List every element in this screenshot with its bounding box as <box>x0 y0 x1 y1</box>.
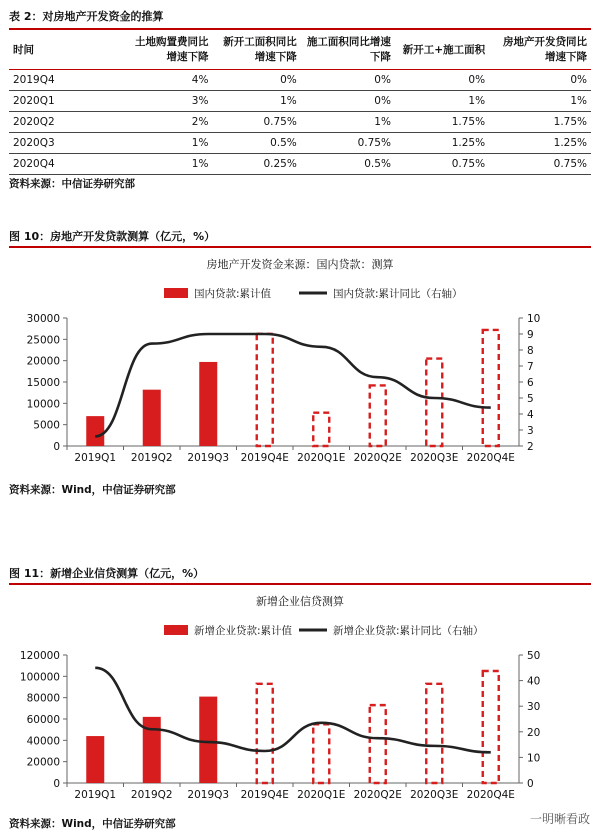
y2-tick-label: 5 <box>527 393 534 405</box>
table-cell: 0% <box>301 70 395 91</box>
x-tick-label: 2019Q3 <box>187 789 230 801</box>
y-tick-label: 5000 <box>33 419 60 432</box>
bar-estimated <box>483 330 499 446</box>
table-cell: 0.5% <box>301 154 395 175</box>
x-tick-label: 2020Q2E <box>353 789 402 801</box>
y2-tick-label: 8 <box>527 345 534 357</box>
x-tick-label: 2020Q2E <box>353 452 402 464</box>
bar <box>199 697 217 783</box>
fig11-chart <box>9 587 591 809</box>
x-tick-label: 2020Q4E <box>466 452 515 464</box>
y-tick-label: 120000 <box>19 650 60 662</box>
table-cell: 0.75% <box>212 112 300 133</box>
chart-svg <box>9 587 591 809</box>
bar-estimated <box>483 671 499 783</box>
bar-estimated <box>257 684 273 783</box>
table-cell: 0% <box>212 70 300 91</box>
table-cell: 0.75% <box>395 154 489 175</box>
table-row <box>9 112 591 133</box>
table-cell: 1% <box>125 154 213 175</box>
fig10-chart <box>9 250 591 472</box>
header-cell: 施工面积同比增速下降 <box>301 31 395 70</box>
table-cell: 4% <box>125 70 213 91</box>
fig10-source: 资料来源：Wind，中信证券研究部 <box>9 484 176 496</box>
table-cell: 1% <box>125 133 213 154</box>
bar-estimated <box>313 724 329 783</box>
y-tick-label: 0 <box>53 778 60 790</box>
y-tick-label: 10000 <box>26 398 60 411</box>
fig10-caption: 图 10：房地产开发贷款测算（亿元，%） <box>9 230 216 243</box>
y2-tick-label: 7 <box>527 361 534 373</box>
fig11-top-rule <box>9 583 591 585</box>
bar <box>199 362 217 446</box>
y-tick-label: 30000 <box>26 313 60 325</box>
x-tick-label: 2019Q4E <box>240 452 289 464</box>
table-row <box>9 133 591 154</box>
estimate-table <box>9 31 591 175</box>
table-cell: 2020Q1 <box>9 91 125 112</box>
header-cell: 新开工面积同比增速下降 <box>212 31 300 70</box>
y-tick-label: 60000 <box>26 714 60 726</box>
y2-tick-label: 50 <box>527 650 541 662</box>
table-cell: 0% <box>395 70 489 91</box>
bar-estimated <box>370 385 386 446</box>
y-tick-label: 15000 <box>26 377 60 389</box>
table-row <box>9 91 591 112</box>
table-cell: 1% <box>489 91 591 112</box>
table-cell: 2% <box>125 112 213 133</box>
table-cell: 1% <box>212 91 300 112</box>
chart-title: 房地产开发资金来源：国内贷款：测算 <box>206 258 394 271</box>
x-tick-label: 2020Q1E <box>297 452 346 464</box>
y2-tick-label: 6 <box>527 377 534 389</box>
y2-tick-label: 10 <box>527 313 541 325</box>
x-tick-label: 2019Q1 <box>74 452 117 464</box>
bar-estimated <box>426 359 442 446</box>
table-cell: 0.75% <box>489 154 591 175</box>
table-cell: 0% <box>301 91 395 112</box>
y-tick-label: 20000 <box>26 355 60 368</box>
table-header-row <box>9 31 591 70</box>
legend-bar-label: 国内贷款:累计值 <box>194 288 272 300</box>
table-cell: 0% <box>489 70 591 91</box>
table-cell: 0.75% <box>301 133 395 154</box>
table-cell: 2019Q4 <box>9 70 125 91</box>
table-cell: 1.25% <box>489 133 591 154</box>
x-tick-label: 2019Q3 <box>187 452 230 464</box>
fig11-source: 资料来源：Wind，中信证券研究部 <box>9 818 176 830</box>
y-tick-label: 0 <box>53 441 60 453</box>
y2-tick-label: 0 <box>527 778 534 790</box>
table-cell: 3% <box>125 91 213 112</box>
y-tick-label: 100000 <box>19 671 60 684</box>
y2-tick-label: 2 <box>527 441 534 453</box>
y-tick-label: 80000 <box>26 692 60 705</box>
table-cell: 0.5% <box>212 133 300 154</box>
y2-tick-label: 3 <box>527 425 534 437</box>
fig10-top-rule <box>9 246 591 248</box>
y-tick-label: 40000 <box>26 735 60 748</box>
table-cell: 1.25% <box>395 133 489 154</box>
table-cell: 1.75% <box>395 112 489 133</box>
bar-estimated <box>426 684 442 783</box>
x-tick-label: 2019Q2 <box>130 789 173 801</box>
x-tick-label: 2020Q3E <box>410 452 459 464</box>
legend-line-label: 国内贷款:累计同比（右轴） <box>333 288 463 300</box>
chart-title: 新增企业信贷测算 <box>256 595 344 608</box>
table-cell: 1% <box>395 91 489 112</box>
x-tick-label: 2019Q4E <box>240 789 289 801</box>
legend-line-label: 新增企业贷款:累计同比（右轴） <box>333 625 484 637</box>
table-cell: 1% <box>301 112 395 133</box>
table-cell: 0.25% <box>212 154 300 175</box>
header-cell: 土地购置费同比增速下降 <box>125 31 213 70</box>
table-cell: 2020Q4 <box>9 154 125 175</box>
table-row <box>9 154 591 175</box>
bar <box>143 390 161 446</box>
table-top-rule <box>9 28 591 30</box>
bar-estimated <box>313 413 329 446</box>
x-tick-label: 2020Q1E <box>297 789 346 801</box>
table-source: 资料来源：中信证券研究部 <box>9 178 135 190</box>
x-tick-label: 2020Q3E <box>410 789 459 801</box>
legend-bar-swatch <box>164 625 188 635</box>
table-caption: 表 2：对房地产开发资金的推算 <box>9 10 164 23</box>
legend-bar-label: 新增企业贷款:累计值 <box>194 625 293 637</box>
y2-tick-label: 10 <box>527 752 541 765</box>
table-cell: 2020Q2 <box>9 112 125 133</box>
table-row <box>9 70 591 91</box>
x-tick-label: 2020Q4E <box>466 789 515 801</box>
x-tick-label: 2019Q1 <box>74 789 117 801</box>
y2-tick-label: 30 <box>527 701 541 714</box>
y-tick-label: 20000 <box>26 756 60 769</box>
y-tick-label: 25000 <box>26 334 60 347</box>
bar-estimated <box>257 334 273 446</box>
bar <box>86 736 104 783</box>
fig11-caption: 图 11：新增企业信贷测算（亿元，%） <box>9 567 205 580</box>
x-tick-label: 2019Q2 <box>130 452 173 464</box>
watermark-text: 一明晰看政 <box>529 812 590 826</box>
legend-bar-swatch <box>164 288 188 298</box>
bar-estimated <box>370 705 386 783</box>
header-cell: 时间 <box>9 31 125 70</box>
y2-tick-label: 9 <box>527 329 534 341</box>
header-cell: 新开工+施工面积 <box>395 31 489 70</box>
y2-tick-label: 40 <box>527 675 541 688</box>
y2-tick-label: 4 <box>527 409 534 421</box>
table-cell: 2020Q3 <box>9 133 125 154</box>
y2-tick-label: 20 <box>527 726 541 739</box>
chart-svg <box>9 250 591 472</box>
bar <box>86 416 104 446</box>
header-cell: 房地产开发贷同比增速下降 <box>489 31 591 70</box>
table-cell: 1.75% <box>489 112 591 133</box>
